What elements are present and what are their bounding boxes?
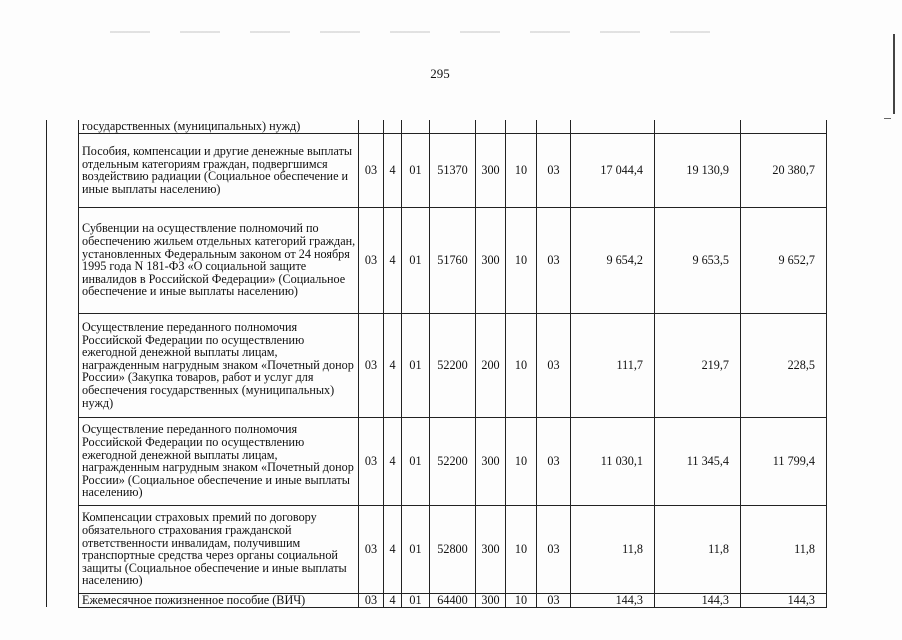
code-cell: 01 xyxy=(402,207,430,313)
table-row xyxy=(47,133,827,207)
code-cell: 03 xyxy=(359,207,384,313)
code-cell: 10 xyxy=(506,593,537,607)
description-cell: Осуществление переданного полномочия Российской Федерации по осуществлению ежегодной денежной выплаты лицам, награжденным нагрудным знаком «Почетный донор России» (Закупка товаров, работ и услуг для обеспечения государственных (муниципальных) нужд) xyxy=(79,313,359,417)
scan-edge-mark xyxy=(893,34,895,114)
code-cell: 10 xyxy=(506,133,537,207)
description-cell: Осуществление переданного полномочия Российской Федерации по осуществлению ежегодной денежной выплаты лицам, награжденным нагрудным знаком «Почетный донор России» (Социальное обеспечение и иные выплаты населению) xyxy=(79,417,359,505)
margin-cell xyxy=(47,593,79,607)
amount-cell xyxy=(571,120,655,133)
code-cell: 4 xyxy=(384,417,402,505)
code-cell: 300 xyxy=(476,505,506,593)
code-cell: 03 xyxy=(359,133,384,207)
code-cell: 10 xyxy=(506,417,537,505)
code-cell: 03 xyxy=(537,417,571,505)
amount-cell: 11 345,4 xyxy=(655,417,741,505)
code-cell: 52200 xyxy=(430,417,476,505)
amount-cell: 9 653,5 xyxy=(655,207,741,313)
code-cell: 51760 xyxy=(430,207,476,313)
description-cell: Компенсации страховых премий по договору обязательного страхования гражданской ответственности инвалидам, получившим транспортные средства через органы социальной защиты (Социальное обеспечение и иные выплаты населению) xyxy=(79,505,359,593)
description-cell: Субвенции на осуществление полномочий по обеспечению жильем отдельных категорий граждан, установленных Федеральным законом от 24 ноября 1995 года N 181-ФЗ «О социальной защите инвалидов в Российской Федерации» (Социальное обеспечение и иные выплаты населению) xyxy=(79,207,359,313)
code-cell: 51370 xyxy=(430,133,476,207)
amount-cell: 20 380,7 xyxy=(741,133,827,207)
amount-cell: 9 652,7 xyxy=(741,207,827,313)
amount-cell: 111,7 xyxy=(571,313,655,417)
code-cell: 4 xyxy=(384,593,402,607)
amount-cell: 144,3 xyxy=(741,593,827,607)
code-cell: 03 xyxy=(537,505,571,593)
margin-cell xyxy=(47,207,79,313)
table-row xyxy=(47,417,827,505)
scan-edge-tick xyxy=(884,118,891,119)
amount-cell: 9 654,2 xyxy=(571,207,655,313)
code-cell xyxy=(384,120,402,133)
code-cell: 01 xyxy=(402,417,430,505)
code-cell: 01 xyxy=(402,593,430,607)
code-cell: 03 xyxy=(359,505,384,593)
code-cell xyxy=(506,120,537,133)
amount-cell xyxy=(655,120,741,133)
code-cell xyxy=(430,120,476,133)
amount-cell: 228,5 xyxy=(741,313,827,417)
table-row xyxy=(47,313,827,417)
page-number: 295 xyxy=(430,66,450,81)
code-cell: 300 xyxy=(476,207,506,313)
code-cell: 01 xyxy=(402,133,430,207)
amount-cell: 11 030,1 xyxy=(571,417,655,505)
code-cell xyxy=(537,120,571,133)
code-cell: 4 xyxy=(384,133,402,207)
amount-cell: 144,3 xyxy=(655,593,741,607)
amount-cell xyxy=(741,120,827,133)
code-cell: 03 xyxy=(359,417,384,505)
code-cell: 03 xyxy=(537,133,571,207)
code-cell: 64400 xyxy=(430,593,476,607)
code-cell: 300 xyxy=(476,417,506,505)
code-cell: 4 xyxy=(384,505,402,593)
scan-artifact-top xyxy=(110,31,710,33)
amount-cell: 11,8 xyxy=(741,505,827,593)
margin-cell xyxy=(47,505,79,593)
amount-cell: 219,7 xyxy=(655,313,741,417)
amount-cell: 19 130,9 xyxy=(655,133,741,207)
margin-cell xyxy=(47,313,79,417)
code-cell: 01 xyxy=(402,505,430,593)
code-cell: 10 xyxy=(506,505,537,593)
code-cell: 300 xyxy=(476,593,506,607)
code-cell: 10 xyxy=(506,207,537,313)
code-cell: 03 xyxy=(537,207,571,313)
code-cell: 4 xyxy=(384,207,402,313)
code-cell: 03 xyxy=(537,313,571,417)
margin-cell xyxy=(47,120,79,133)
code-cell xyxy=(359,120,384,133)
table-row xyxy=(47,505,827,593)
code-cell: 200 xyxy=(476,313,506,417)
code-cell: 52200 xyxy=(430,313,476,417)
table-row xyxy=(47,120,827,133)
code-cell: 03 xyxy=(359,313,384,417)
description-cell: Ежемесячное пожизненное пособие (ВИЧ) xyxy=(79,593,359,607)
amount-cell: 11,8 xyxy=(571,505,655,593)
code-cell: 4 xyxy=(384,313,402,417)
table-row xyxy=(47,207,827,313)
table-row xyxy=(47,593,827,607)
amount-cell: 11 799,4 xyxy=(741,417,827,505)
description-cell: Пособия, компенсации и другие денежные выплаты отдельным категориям граждан, подвергшимся воздействию радиации (Социальное обеспечение и иные выплаты населению) xyxy=(79,133,359,207)
margin-cell xyxy=(47,133,79,207)
code-cell: 03 xyxy=(359,593,384,607)
margin-cell xyxy=(47,417,79,505)
code-cell xyxy=(402,120,430,133)
code-cell: 300 xyxy=(476,133,506,207)
amount-cell: 144,3 xyxy=(571,593,655,607)
budget-table xyxy=(46,120,827,608)
amount-cell: 11,8 xyxy=(655,505,741,593)
code-cell xyxy=(476,120,506,133)
description-cell: государственных (муниципальных) нужд) xyxy=(79,120,359,133)
code-cell: 03 xyxy=(537,593,571,607)
amount-cell: 17 044,4 xyxy=(571,133,655,207)
code-cell: 10 xyxy=(506,313,537,417)
code-cell: 01 xyxy=(402,313,430,417)
code-cell: 52800 xyxy=(430,505,476,593)
